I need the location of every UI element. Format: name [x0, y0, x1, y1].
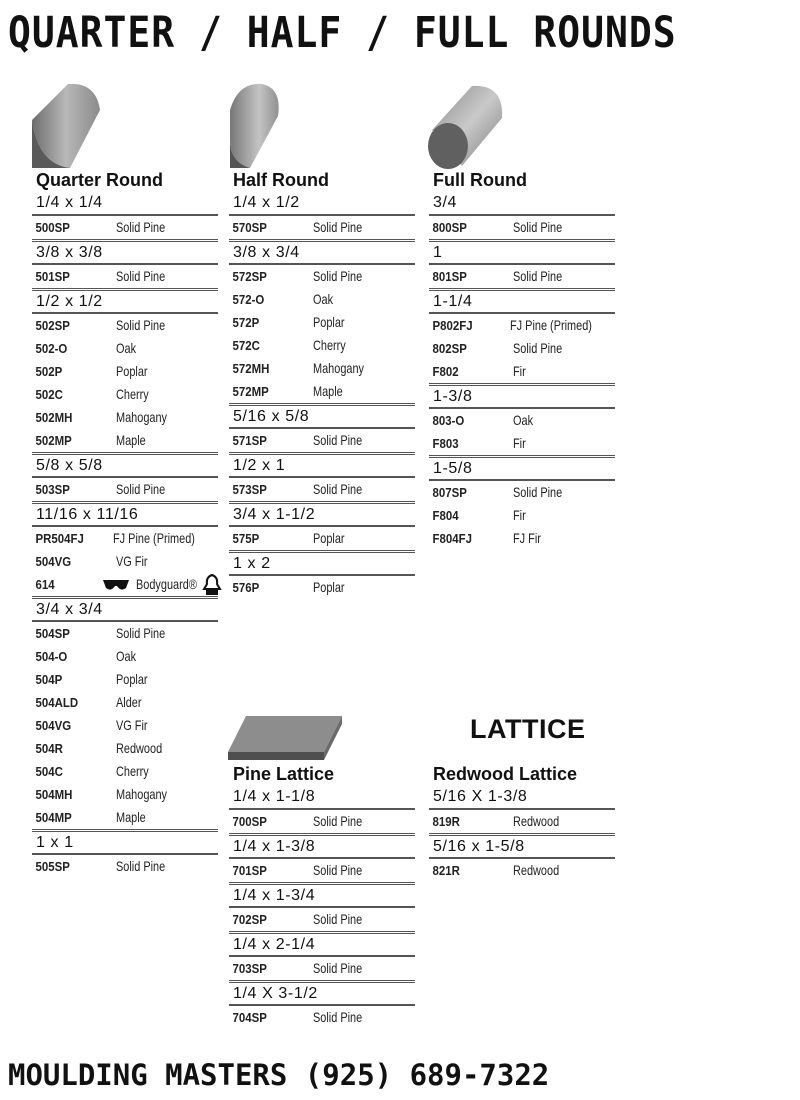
product-code: 501SP: [35, 269, 70, 284]
section-title: Pine Lattice: [233, 764, 335, 784]
list-item: [229, 957, 415, 980]
product-code: F804: [432, 508, 459, 523]
section-title: Full Round: [433, 170, 527, 190]
list-item: [429, 432, 615, 455]
product-description: Solid Pine: [513, 340, 563, 356]
size-label: 1/4 x 1/4: [36, 194, 103, 211]
product-code: 504MP: [35, 810, 72, 825]
product-code: 703SP: [232, 961, 267, 976]
product-description: Fir: [513, 435, 526, 451]
product-description: Redwood: [513, 862, 560, 878]
product-code: F802: [432, 364, 459, 379]
product-description: Solid Pine: [116, 858, 166, 874]
product-code: 572P: [232, 315, 260, 330]
lattice-profile-icon: [226, 714, 344, 764]
product-description: Solid Pine: [313, 1009, 363, 1025]
size-group-items: [229, 427, 415, 452]
product-code: 502MH: [35, 410, 73, 425]
product-description: Solid Pine: [116, 268, 166, 284]
product-code: 572-O: [232, 292, 265, 307]
product-description: Poplar: [116, 671, 148, 687]
product-code: 802SP: [432, 341, 467, 356]
size-label: 1-1/4: [429, 288, 615, 312]
size-group-items: [32, 476, 218, 501]
product-description: Poplar: [313, 314, 345, 330]
list-item: [32, 314, 218, 337]
product-code: 504C: [35, 764, 63, 779]
product-code: 704SP: [232, 1010, 267, 1025]
list-item: [429, 859, 615, 882]
size-group-items: [429, 214, 615, 239]
size-group-items: [429, 407, 615, 455]
product-code: 502SP: [35, 318, 70, 333]
product-description: VG Fir: [116, 717, 148, 733]
product-description: Solid Pine: [313, 268, 363, 284]
product-description: Solid Pine: [313, 219, 363, 235]
size-group-items: [32, 263, 218, 288]
list-item: [229, 288, 415, 311]
list-item: [429, 216, 615, 239]
list-item: [429, 265, 615, 288]
size-group-items: [229, 525, 415, 550]
product-code: 573SP: [232, 482, 267, 497]
product-code: 505SP: [35, 859, 70, 874]
list-item: [32, 383, 218, 406]
size-label: 3/4 x 3/4: [32, 596, 218, 620]
product-description: Solid Pine: [116, 481, 166, 497]
size-label: 1 x 1: [32, 829, 218, 853]
size-group-items: [429, 857, 615, 882]
list-item: [229, 380, 415, 403]
size-group-items: [429, 312, 615, 383]
list-item: [229, 527, 415, 550]
product-description: Bodyguard®: [136, 576, 197, 592]
product-code: 504MH: [35, 787, 73, 802]
list-item: [32, 216, 218, 239]
size-group-items: [229, 263, 415, 403]
list-item: [429, 314, 615, 337]
product-description: Cherry: [313, 337, 346, 353]
product-description: FJ Pine (Primed): [509, 317, 592, 333]
half-round-section: [229, 168, 415, 599]
list-item: [429, 504, 615, 527]
product-description: Cherry: [116, 763, 149, 779]
size-group-items: [229, 857, 415, 882]
list-item: [32, 429, 218, 452]
product-code: 572MP: [232, 384, 269, 399]
size-label: 1 x 2: [229, 550, 415, 574]
product-code: PR504FJ: [35, 531, 84, 546]
footer-contact: MOULDING MASTERS (925) 689-7322: [8, 1058, 550, 1092]
product-code: 614: [35, 577, 55, 592]
list-item: [229, 216, 415, 239]
list-item: [32, 360, 218, 383]
product-code: 701SP: [232, 863, 267, 878]
product-code: 504P: [35, 672, 63, 687]
product-description: Mahogany: [313, 360, 365, 376]
product-code: 504SP: [35, 626, 70, 641]
product-description: Solid Pine: [313, 813, 363, 829]
list-item: [429, 810, 615, 833]
safety-glasses-icon: [102, 577, 130, 593]
product-description: Solid Pine: [513, 219, 563, 235]
product-description: Poplar: [116, 363, 148, 379]
certification-badge-icon: [202, 574, 222, 596]
list-item: [32, 783, 218, 806]
product-code: 821R: [432, 863, 460, 878]
product-code: 570SP: [232, 220, 267, 235]
product-code: 575P: [232, 531, 260, 546]
size-label: 1/4 x 1-3/8: [229, 833, 415, 857]
list-item: [229, 908, 415, 931]
product-code: 803-O: [432, 413, 465, 428]
size-label: 5/16 X 1-3/8: [433, 788, 528, 805]
size-group-items: [229, 1004, 415, 1029]
product-description: Oak: [313, 291, 334, 307]
list-item: [229, 311, 415, 334]
size-group-items: [229, 574, 415, 599]
list-item: [229, 357, 415, 380]
size-label: 5/16 x 5/8: [229, 403, 415, 427]
size-group-items: [32, 853, 218, 878]
product-description: Mahogany: [116, 409, 168, 425]
product-description: Maple: [116, 432, 146, 448]
list-item: [229, 429, 415, 452]
list-item: [229, 334, 415, 357]
product-code: 571SP: [232, 433, 267, 448]
product-code: F803: [432, 436, 459, 451]
list-item: [429, 409, 615, 432]
product-description: VG Fir: [116, 553, 148, 569]
product-description: Oak: [513, 412, 534, 428]
product-code: 576P: [232, 580, 260, 595]
list-item: [32, 645, 218, 668]
product-code: 503SP: [35, 482, 70, 497]
product-description: Solid Pine: [313, 862, 363, 878]
list-item: [32, 622, 218, 645]
product-description: Solid Pine: [313, 481, 363, 497]
page-title: QUARTER / HALF / FULL ROUNDS: [8, 8, 677, 58]
list-item: [32, 714, 218, 737]
list-item: [32, 760, 218, 783]
size-label: 5/8 x 5/8: [32, 452, 218, 476]
size-label: 1/4 x 2-1/4: [229, 931, 415, 955]
list-item: [32, 478, 218, 501]
size-group-items: [32, 214, 218, 239]
list-item: [429, 527, 615, 550]
product-description: Oak: [116, 648, 137, 664]
product-code: 504VG: [35, 554, 72, 569]
product-description: Solid Pine: [116, 317, 166, 333]
size-group-items: [229, 906, 415, 931]
product-code: F804FJ: [432, 531, 472, 546]
half-round-profile-icon: [228, 80, 284, 172]
product-description: FJ Pine (Primed): [112, 530, 195, 546]
quarter-round-profile-icon: [30, 80, 102, 172]
full-round-section: [429, 168, 615, 550]
full-round-profile-icon: [426, 80, 506, 172]
size-label: 5/16 x 1-5/8: [429, 833, 615, 857]
list-item: [429, 360, 615, 383]
list-item: [32, 527, 218, 550]
product-description: FJ Fir: [513, 530, 541, 546]
list-item: [32, 406, 218, 429]
product-code: 502P: [35, 364, 63, 379]
size-label: 1/4 X 3-1/2: [229, 980, 415, 1004]
size-label: 11/16 x 11/16: [32, 501, 218, 525]
list-item: [32, 691, 218, 714]
product-code: 700SP: [232, 814, 267, 829]
product-description: Redwood: [513, 813, 560, 829]
section-title: Quarter Round: [36, 170, 164, 190]
product-code: 502C: [35, 387, 63, 402]
list-item: [429, 337, 615, 360]
product-code: 572SP: [232, 269, 267, 284]
size-group-items: [32, 620, 218, 829]
size-label: 1/2 x 1: [229, 452, 415, 476]
product-description: Solid Pine: [116, 625, 166, 641]
size-label: 1/4 x 1/2: [233, 194, 300, 211]
size-label: 1/4 x 1-1/8: [233, 788, 316, 805]
product-code: P802FJ: [432, 318, 473, 333]
product-description: Poplar: [313, 530, 345, 546]
size-label: 1/4 x 1-3/4: [229, 882, 415, 906]
list-item: [32, 668, 218, 691]
size-group-items: [32, 525, 218, 596]
product-code: 504R: [35, 741, 63, 756]
product-description: Poplar: [313, 579, 345, 595]
product-code: 572C: [232, 338, 260, 353]
size-label: 3/4 x 1-1/2: [229, 501, 415, 525]
list-item: [229, 810, 415, 833]
product-description: Maple: [313, 383, 343, 399]
lattice-heading: LATTICE: [470, 714, 586, 744]
list-item: [229, 576, 415, 599]
size-group-items: [229, 808, 415, 833]
product-description: Solid Pine: [313, 911, 363, 927]
product-description: Fir: [513, 507, 526, 523]
product-description: Solid Pine: [116, 219, 166, 235]
list-item: [229, 265, 415, 288]
size-label: 3/4: [433, 194, 458, 211]
product-code: 807SP: [432, 485, 467, 500]
product-code: 801SP: [432, 269, 467, 284]
quarter-round-section: [32, 168, 218, 878]
product-description: Solid Pine: [313, 432, 363, 448]
redwood-lattice-section: [429, 762, 615, 882]
product-description: Redwood: [116, 740, 163, 756]
list-item: [229, 1006, 415, 1029]
product-code: 502-O: [35, 341, 68, 356]
product-description: Maple: [116, 809, 146, 825]
size-group-items: [229, 476, 415, 501]
list-item: [32, 265, 218, 288]
size-group-items: [32, 312, 218, 452]
size-label: 1-5/8: [429, 455, 615, 479]
product-description: Solid Pine: [513, 484, 563, 500]
list-item: [229, 478, 415, 501]
list-item: [32, 737, 218, 760]
size-label: 1/2 x 1/2: [32, 288, 218, 312]
product-code: 500SP: [35, 220, 70, 235]
list-item: [229, 859, 415, 882]
product-description: Mahogany: [116, 786, 168, 802]
product-description: Alder: [116, 694, 142, 710]
size-group-items: [229, 955, 415, 980]
product-code: 504ALD: [35, 695, 79, 710]
section-title: Redwood Lattice: [433, 764, 578, 784]
product-description: Solid Pine: [513, 268, 563, 284]
list-item: [32, 806, 218, 829]
size-label: 3/8 x 3/8: [32, 239, 218, 263]
list-item: [32, 550, 218, 573]
product-code: 504VG: [35, 718, 72, 733]
size-label: 3/8 x 3/4: [229, 239, 415, 263]
list-item: [32, 337, 218, 360]
product-code: 502MP: [35, 433, 72, 448]
product-code: 819R: [432, 814, 460, 829]
product-code: 702SP: [232, 912, 267, 927]
list-item: [32, 855, 218, 878]
size-group-items: [429, 479, 615, 550]
size-group-items: [229, 214, 415, 239]
product-code: 504-O: [35, 649, 68, 664]
section-title: Half Round: [233, 170, 329, 190]
product-description: Cherry: [116, 386, 149, 402]
product-code: 800SP: [432, 220, 467, 235]
pine-lattice-section: [229, 762, 415, 1029]
size-group-items: [429, 263, 615, 288]
product-description: Solid Pine: [313, 960, 363, 976]
list-item: [32, 573, 218, 596]
product-description: Oak: [116, 340, 137, 356]
product-description: Fir: [513, 363, 526, 379]
list-item: [429, 481, 615, 504]
product-code: 572MH: [232, 361, 270, 376]
size-label: 1-3/8: [429, 383, 615, 407]
size-group-items: [429, 808, 615, 833]
size-label: 1: [429, 239, 615, 263]
